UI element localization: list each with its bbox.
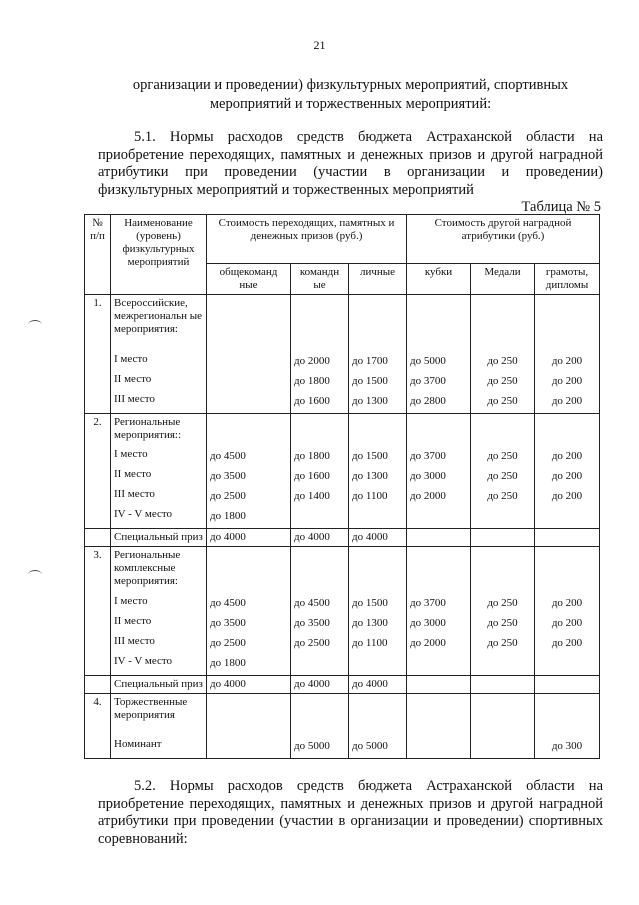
intro-line-1: организации и проведении) физкультурных мероприятий, спортивных	[132, 77, 569, 93]
place-label: II место	[114, 373, 152, 385]
section-title: Региональные комплексные мероприятия:	[114, 549, 181, 587]
place-label: I место	[114, 448, 148, 460]
value: до 4500	[210, 450, 246, 462]
header-other-group: Стоимость другой наградной атрибутики (руб.)	[407, 215, 600, 264]
value: до 2000	[294, 355, 330, 367]
value: до 1100	[352, 490, 388, 502]
header-personal: личные	[349, 264, 407, 295]
diplomas-cell	[535, 547, 600, 676]
section-5-2-paragraph: 5.2. Нормы расходов средств бюджета Астраханской области на приобретение переходящих, памятных и денежных призов и другой наградной атрибутики при проведении (участии в организации и проведении) спортивных соревнований:	[98, 778, 603, 847]
header-no: № п/п	[85, 215, 111, 295]
value: до 1800	[210, 657, 246, 669]
value: до 2500	[294, 637, 330, 649]
cups-cell	[407, 295, 471, 414]
general-cell	[207, 547, 291, 676]
place-label: IV - V место	[114, 655, 173, 667]
medals-cell	[471, 547, 535, 676]
value: до 3000	[410, 617, 446, 629]
team-cell	[291, 414, 349, 529]
nominant-label: Номинант	[114, 738, 162, 750]
page-number: 21	[313, 38, 326, 52]
value: до 1800	[294, 450, 330, 462]
diplomas-cell	[535, 414, 600, 529]
value: до 1600	[294, 470, 330, 482]
value: до 200	[551, 375, 583, 387]
value: до 250	[487, 450, 518, 462]
header-prizes-group: Стоимость переходящих, памятных и денежных призов (руб.)	[207, 215, 407, 264]
personal-cell	[349, 694, 407, 759]
cups-cell	[407, 694, 471, 759]
value: до 200	[551, 450, 583, 462]
value: до 2000	[410, 490, 446, 502]
value: до 200	[551, 617, 583, 629]
row-number: 2.	[85, 414, 111, 529]
section-cell	[111, 694, 207, 759]
medals-cell	[471, 295, 535, 414]
value: до 1800	[210, 510, 246, 522]
diplomas-cell	[535, 295, 600, 414]
value: до 4500	[294, 597, 330, 609]
value: до 1800	[294, 375, 330, 387]
intro-text	[98, 76, 603, 114]
value: до 3000	[410, 470, 446, 482]
header-cups: кубки	[407, 264, 471, 295]
table-row	[85, 295, 600, 414]
value: до 300	[551, 740, 583, 752]
place-label: II место	[114, 468, 152, 480]
table-row	[85, 414, 600, 529]
place-label: III место	[114, 488, 155, 500]
value: до 1300	[352, 470, 388, 482]
place-label: III место	[114, 393, 155, 405]
value: до 250	[487, 355, 518, 367]
header-team: командн ые	[291, 264, 349, 295]
value: до 5000	[410, 355, 446, 367]
personal-cell	[349, 295, 407, 414]
value: до 250	[487, 490, 518, 502]
norms-table	[84, 214, 600, 759]
row-number: 3.	[85, 547, 111, 676]
personal-cell	[349, 547, 407, 676]
general-cell	[207, 414, 291, 529]
value: до 2000	[410, 637, 446, 649]
value: до 200	[551, 597, 583, 609]
value: до 4000	[349, 529, 407, 547]
value: до 1100	[352, 637, 388, 649]
table-caption: Таблица № 5	[521, 199, 601, 215]
value: до 250	[487, 470, 518, 482]
section-cell	[111, 295, 207, 414]
medals-cell	[471, 694, 535, 759]
general-cell	[207, 295, 291, 414]
cups-cell	[407, 414, 471, 529]
row-number: 4.	[85, 694, 111, 759]
section-title: Торжественные мероприятия	[114, 696, 188, 721]
value: до 250	[487, 637, 518, 649]
value: до 4000	[207, 676, 291, 694]
section-cell	[111, 547, 207, 676]
intro-line-2: мероприятий и торжественных мероприятий:	[209, 96, 492, 112]
value: до 4500	[210, 597, 246, 609]
hole-punch-mark	[28, 320, 42, 329]
value: до 200	[551, 395, 583, 407]
value: до 5000	[352, 740, 388, 752]
header-diplomas: грамоты, дипломы	[535, 264, 600, 295]
diplomas-cell	[535, 694, 600, 759]
value: до 3500	[210, 470, 246, 482]
value: до 1300	[352, 395, 388, 407]
section-5-1-paragraph: 5.1. Нормы расходов средств бюджета Астраханской области на приобретение переходящих, памятных и денежных призов и другой наградной атрибутики при проведении (участии в организации и проведении) физкультурных мероприятий и торжественных мероприятий	[98, 129, 603, 198]
table-row	[85, 694, 600, 759]
section-title: Всероссийские, межрегиональн ые мероприятия:	[114, 297, 203, 335]
place-label: IV - V место	[114, 508, 173, 520]
section-title: Региональные мероприятия::	[114, 416, 182, 441]
team-cell	[291, 694, 349, 759]
place-label: II место	[114, 615, 152, 627]
value: до 250	[487, 375, 518, 387]
section-cell	[111, 414, 207, 529]
value: до 1500	[352, 450, 388, 462]
special-prize-row	[85, 529, 600, 547]
value: до 1400	[294, 490, 330, 502]
value: до 3700	[410, 597, 446, 609]
value: до 1500	[352, 375, 388, 387]
value: до 200	[551, 355, 583, 367]
hole-punch-mark	[28, 570, 42, 579]
value: до 200	[551, 470, 583, 482]
value: до 3700	[410, 450, 446, 462]
value: до 4000	[349, 676, 407, 694]
general-cell	[207, 694, 291, 759]
value: до 4000	[291, 676, 349, 694]
value: до 4000	[207, 529, 291, 547]
header-team-general: общекоманд ные	[207, 264, 291, 295]
cups-cell	[407, 547, 471, 676]
place-label: I место	[114, 595, 148, 607]
value: до 200	[551, 490, 583, 502]
table-header-row	[85, 215, 600, 264]
value: до 250	[487, 395, 518, 407]
team-cell	[291, 547, 349, 676]
place-label: III место	[114, 635, 155, 647]
value: до 3700	[410, 375, 446, 387]
header-name: Наименование (уровень) физкультурных мероприятий	[111, 215, 207, 295]
table-row	[85, 547, 600, 676]
value: до 250	[487, 597, 518, 609]
value: до 4000	[291, 529, 349, 547]
team-cell	[291, 295, 349, 414]
value: до 3500	[210, 617, 246, 629]
value: до 1500	[352, 597, 388, 609]
value: до 1300	[352, 617, 388, 629]
medals-cell	[471, 414, 535, 529]
value: до 250	[487, 617, 518, 629]
value: до 5000	[294, 740, 330, 752]
special-prize-row	[85, 676, 600, 694]
value: до 3500	[294, 617, 330, 629]
value: до 1700	[352, 355, 388, 367]
value: до 2500	[210, 637, 246, 649]
value: до 1600	[294, 395, 330, 407]
value: до 2500	[210, 490, 246, 502]
special-prize-label: Специальный приз	[111, 529, 207, 547]
header-medals: Медали	[471, 264, 535, 295]
special-prize-label: Специальный приз	[111, 676, 207, 694]
place-label: I место	[114, 353, 148, 365]
row-number: 1.	[85, 295, 111, 414]
value: до 200	[551, 637, 583, 649]
personal-cell	[349, 414, 407, 529]
value: до 2800	[410, 395, 446, 407]
